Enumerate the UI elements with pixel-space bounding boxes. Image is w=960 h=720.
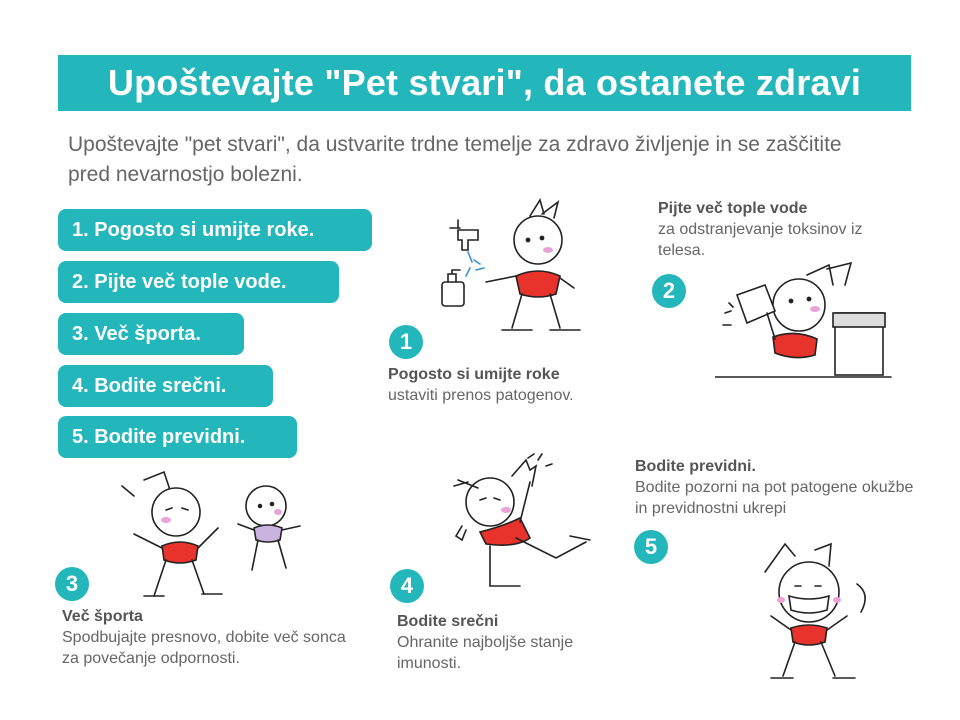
caption-5-text: Bodite pozorni na pot patogene okužbe in previdnostni ukrepi <box>635 479 914 517</box>
caption-1-text: ustaviti prenos patogenov. <box>388 387 574 404</box>
caption-3-heading: Več športa <box>62 608 143 625</box>
caption-4-text: Ohranite najboljše stanje imunosti. <box>397 634 574 672</box>
handwashing-illustration <box>430 190 600 340</box>
happy-illustration <box>420 452 595 602</box>
caption-1 <box>388 364 628 406</box>
sport-illustration <box>118 466 318 606</box>
caption-2-text: za odstranjevanje toksinov iz telesa. <box>658 221 863 259</box>
list-item-5: 5. Bodite previdni. <box>58 416 297 458</box>
badge-4: 4 <box>390 569 424 603</box>
caption-3-text: Spodbujajte presnovo, dobite več sonca za povečanje odpornosti. <box>62 629 346 667</box>
page-title: Upoštevajte "Pet stvari", da ostanete zdravi <box>107 62 862 103</box>
list-item-2: 2. Pijte več tople vode. <box>58 261 339 303</box>
list-item-1: 1. Pogosto si umijte roke. <box>58 209 372 251</box>
mask-illustration <box>745 540 885 690</box>
caption-4-heading: Bodite srečni <box>397 613 499 630</box>
title-banner <box>58 55 911 111</box>
caption-4 <box>397 611 627 674</box>
caption-2-heading: Pijte več tople vode <box>658 200 808 217</box>
caption-5-heading: Bodite previdni. <box>635 458 756 475</box>
badge-5: 5 <box>634 530 668 564</box>
list-item-3: 3. Več športa. <box>58 313 244 355</box>
badge-2: 2 <box>652 274 686 308</box>
intro-text: Upoštevajte "pet stvari", da ustvarite trdne temelje za zdravo življenje in se zaščitite pred nevarnostjo bolezni. <box>68 133 842 186</box>
caption-1-heading: Pogosto si umijte roke <box>388 366 560 383</box>
caption-5 <box>635 456 915 519</box>
caption-2 <box>658 198 898 261</box>
badge-3: 3 <box>55 567 89 601</box>
badge-1: 1 <box>389 325 423 359</box>
list-item-4: 4. Bodite srečni. <box>58 365 273 407</box>
drinking-water-illustration <box>715 255 895 385</box>
caption-3 <box>62 606 352 669</box>
